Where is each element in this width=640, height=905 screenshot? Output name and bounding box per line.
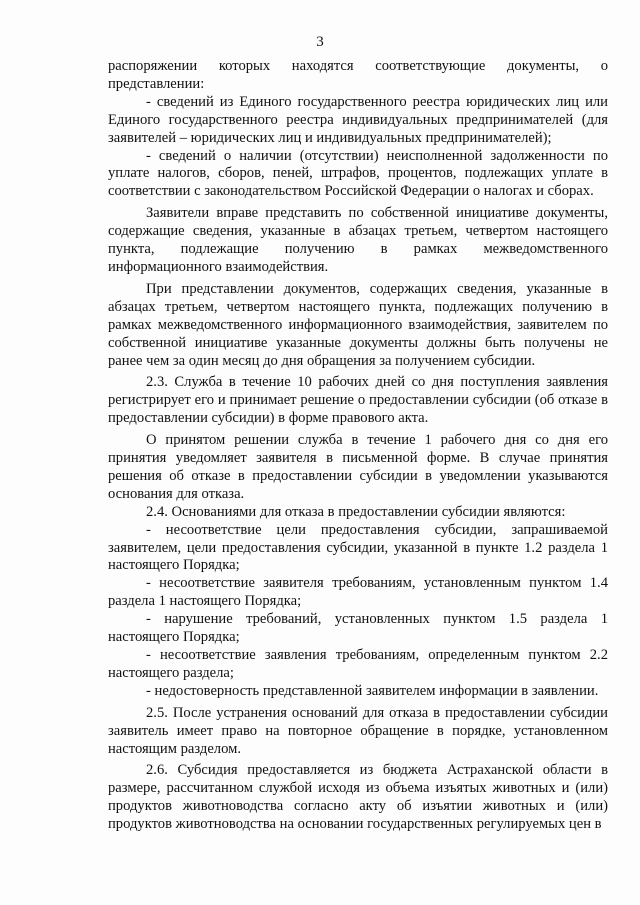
paragraph-7: О принятом решении служба в течение 1 рабочего дня со дня его принятия уведомляет заявителя в письменной форме. В случае принятия решения об отказе в предоставлении субсидии в уведомлении указываются основания для отказа. <box>108 432 608 502</box>
paragraph-5: При представлении документов, содержащих сведения, указанные в абзацах третьем, четвертом настоящего пункта, подлежащих получению в рамках межведомственного информационного взаимодействия, заявителем по собственной инициативе указанные документы должны быть получены не ранее чем за один месяц до дня обращения за получением субсидии. <box>108 280 608 369</box>
paragraph-12: - несоответствие заявления требованиям, определенным пунктом 2.2 настоящего раздела; <box>108 647 608 681</box>
document-body <box>108 58 608 834</box>
paragraph-11: - нарушение требований, установленных пунктом 1.5 раздела 1 настоящего Порядка; <box>108 611 608 646</box>
paragraph-1: распоряжении которых находятся соответствующие документы, о представлении: <box>108 58 608 92</box>
paragraph-14: 2.5. После устранения оснований для отказа в предоставлении субсидии заявитель имеет право на повторное обращение в порядке, установленном настоящим разделом. <box>108 704 608 757</box>
paragraph-15: 2.6. Субсидия предоставляется из бюджета Астраханской области в размере, рассчитанном службой исходя из объема изъятых животных и (или) продуктов животноводства согласно акту об изъятии животных и (или) продуктов животноводства на основании государственных регулируемых цен в <box>108 762 608 833</box>
paragraph-13: - недостоверность представленной заявителем информации в заявлении. <box>146 682 599 699</box>
paragraph-6: 2.3. Служба в течение 10 рабочих дней со дня поступления заявления регистрирует его и принимает решение о предоставлении субсидии (об отказе в предоставлении субсидии) в форме правового акта. <box>108 374 608 427</box>
paragraph-2: - сведений из Единого государственного реестра юридических лиц или Единого государственного реестра индивидуальных предпринимателей (для заявителей – юридических лиц и индивидуальных предпринимателей); <box>108 93 608 146</box>
paragraph-9: - несоответствие цели предоставления субсидии, запрашиваемой заявителем, цели предоставления субсидии, указанной в пункте 1.2 раздела 1 настоящего Порядка; <box>108 521 608 574</box>
page-number: 3 <box>316 34 324 50</box>
paragraph-10: - несоответствие заявителя требованиям, установленным пунктом 1.4 раздела 1 настоящего Порядка; <box>108 575 608 610</box>
paragraph-3: - сведений о наличии (отсутствии) неисполненной задолженности по уплате налогов, сборов, пеней, штрафов, процентов, подлежащих уплате в соответствии с законодательством Российской Федерации о налогах и сборах. <box>108 147 608 200</box>
paragraph-4: Заявители вправе представить по собственной инициативе документы, содержащие сведения, указанные в абзацах третьем, четвертом настоящего пункта, подлежащие получению в рамках межведомственного информационного взаимодействия. <box>108 205 608 275</box>
paragraph-8: 2.4. Основаниями для отказа в предоставлении субсидии являются: <box>146 503 566 520</box>
